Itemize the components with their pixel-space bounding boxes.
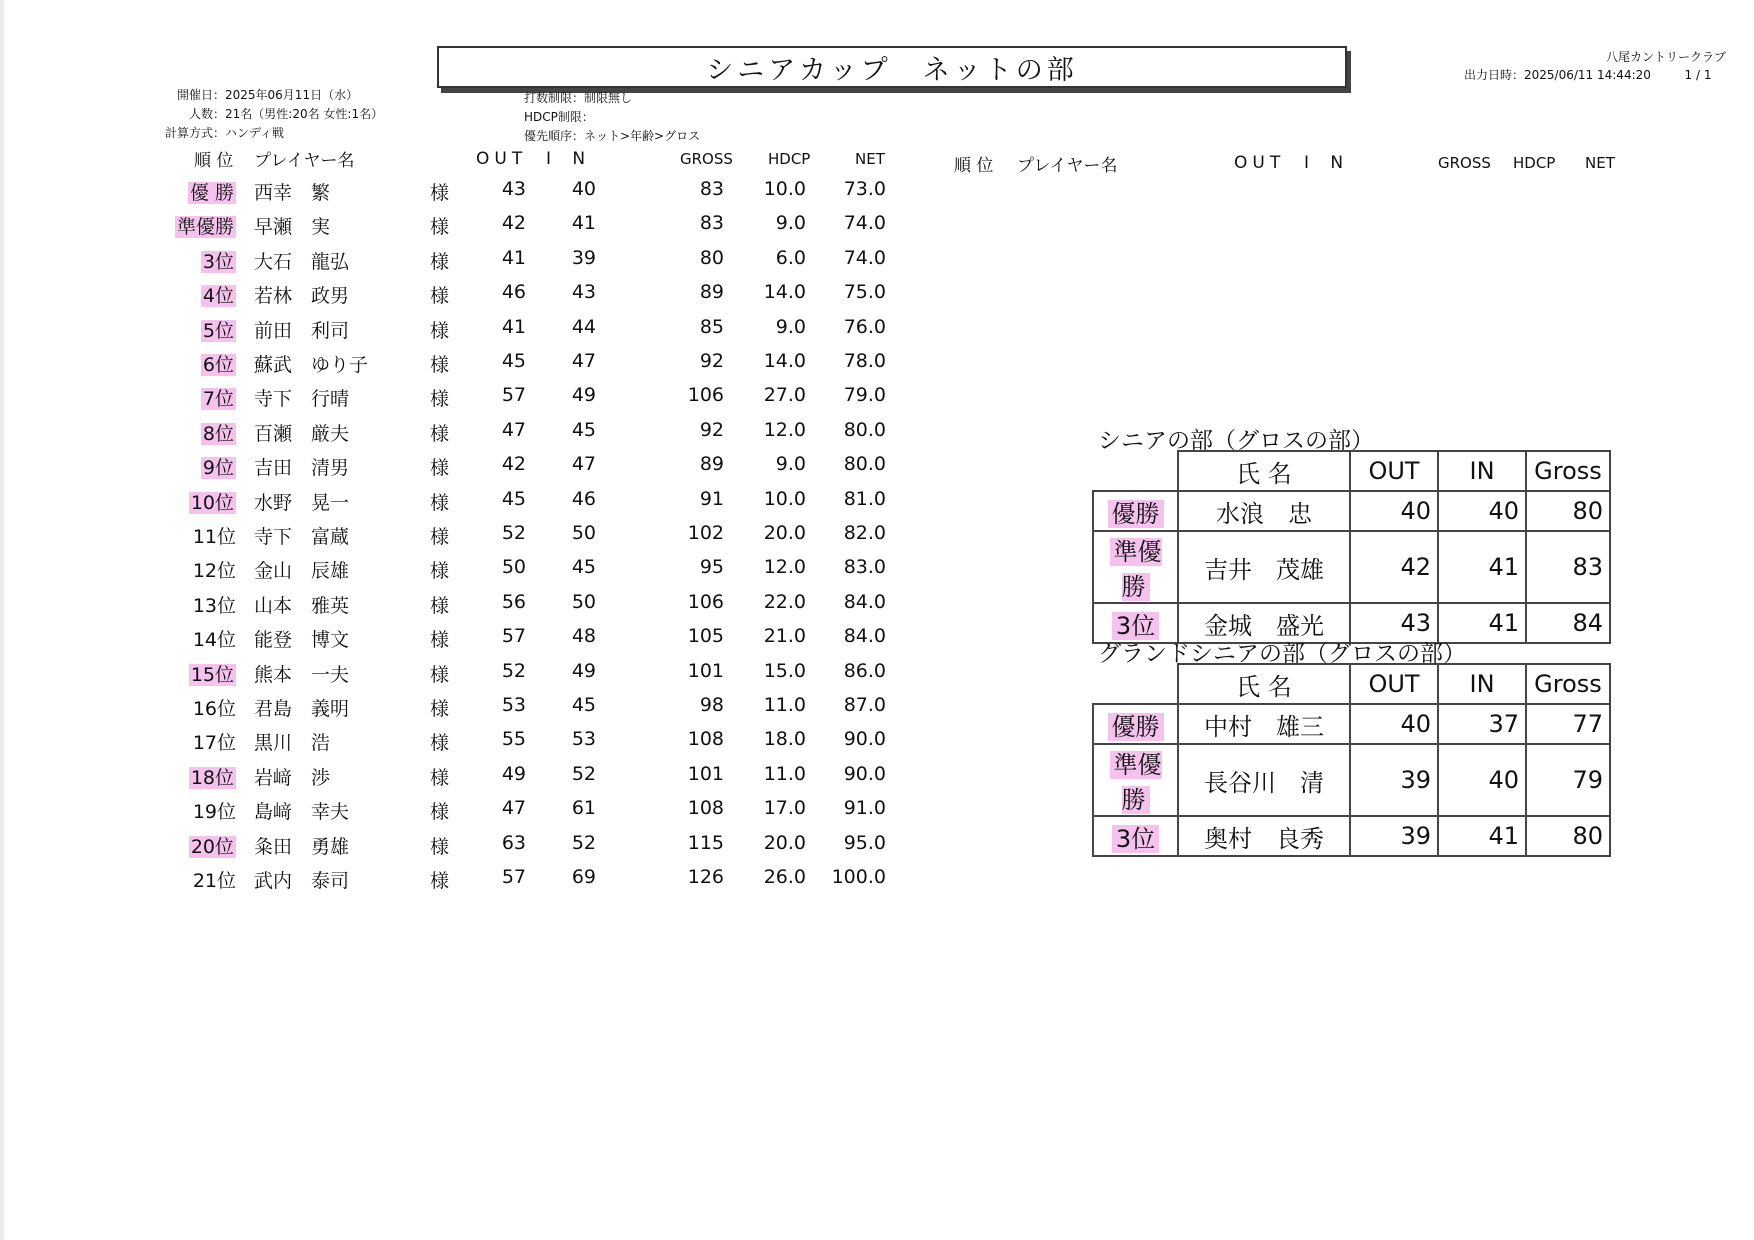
player-name: 黒川 浩 — [254, 732, 331, 755]
senior-header-name: 氏 名 — [1178, 451, 1350, 491]
net-score: 84.0 — [843, 625, 886, 648]
header-player-right: プレイヤー名 — [1017, 156, 1118, 176]
player-name: 前田 利司 — [254, 319, 350, 342]
hdcp-value: 9.0 — [775, 453, 806, 476]
hdcp-value: 9.0 — [775, 212, 806, 235]
out-score: 50 — [501, 556, 526, 579]
senior-out: 40 — [1350, 491, 1438, 531]
hdcp-value: 18.0 — [763, 728, 806, 751]
rank-label: 17位 — [192, 732, 236, 755]
senior-name: 金城 盛光 — [1178, 603, 1350, 643]
header-rank-right: 順 位 — [954, 156, 994, 176]
in-score: 45 — [571, 418, 596, 441]
rank-cell — [140, 247, 236, 274]
honorific: 様 — [430, 491, 450, 514]
rank-cell — [140, 419, 236, 446]
grand-senior-header-row — [1093, 664, 1610, 704]
grand-senior-row — [1093, 744, 1610, 816]
player-name: 能登 博文 — [254, 629, 350, 652]
out-score: 57 — [501, 625, 526, 648]
senior-rank: 優勝 — [1108, 500, 1164, 528]
output-label: 出力日時： — [1464, 68, 1525, 82]
senior-section-title: シニアの部（グロスの部） — [1098, 428, 1374, 454]
in-score: 43 — [571, 281, 596, 304]
player-name: 寺下 行晴 — [254, 388, 350, 411]
header-out-right: OUT — [1234, 153, 1286, 173]
gross-score: 83 — [699, 212, 724, 235]
in-score: 48 — [571, 625, 596, 648]
net-score: 86.0 — [843, 659, 886, 682]
hdcp-value: 26.0 — [763, 866, 806, 888]
player-name: 粂田 勇雄 — [254, 835, 350, 858]
header-in-right: I N — [1304, 153, 1352, 173]
out-score: 53 — [501, 694, 526, 716]
net-score: 80.0 — [843, 418, 886, 441]
out-score: 43 — [501, 178, 526, 200]
honorific: 様 — [430, 457, 450, 480]
priority-order: 優先順序：ネット>年齢>グロス — [524, 129, 701, 143]
gross-score: 89 — [699, 281, 724, 304]
hdcp-value: 20.0 — [763, 831, 806, 854]
out-score: 55 — [501, 728, 526, 751]
senior-rank: 3位 — [1112, 612, 1159, 640]
senior-header-out: OUT — [1350, 451, 1438, 491]
player-name: 山本 雅英 — [254, 594, 350, 617]
gross-score: 92 — [699, 418, 724, 441]
rank-label: 4位 — [202, 285, 234, 308]
grand-senior-row — [1093, 704, 1610, 744]
grand-senior-in: 41 — [1438, 816, 1526, 856]
grand-senior-header-out: OUT — [1350, 664, 1438, 704]
rank-cell — [140, 866, 236, 893]
header-hdcp-right: HDCP — [1513, 154, 1556, 172]
honorific: 様 — [430, 182, 450, 204]
in-score: 52 — [571, 762, 596, 785]
rank-label: 19位 — [192, 801, 236, 824]
senior-table — [1092, 450, 1611, 644]
rank-cell — [140, 384, 236, 411]
in-score: 41 — [571, 212, 596, 235]
honorific: 様 — [430, 388, 450, 411]
hdcp-limit: HDCP制限： — [524, 110, 594, 124]
rank-cell — [140, 522, 236, 549]
hdcp-value: 11.0 — [763, 694, 806, 716]
honorific: 様 — [430, 250, 450, 273]
honorific: 様 — [430, 732, 450, 755]
senior-gross: 84 — [1526, 603, 1610, 643]
honorific: 様 — [430, 560, 450, 583]
meta-count-value: 21名（男性:20名 女性:1名） — [225, 107, 384, 121]
player-name: 武内 泰司 — [254, 870, 350, 892]
honorific: 様 — [430, 422, 450, 445]
gross-score: 85 — [699, 315, 724, 338]
rank-label: 8位 — [202, 422, 234, 445]
out-score: 42 — [501, 212, 526, 235]
rank-label: 12位 — [192, 560, 236, 583]
net-score: 74.0 — [843, 246, 886, 269]
gross-score: 92 — [699, 350, 724, 372]
out-score: 52 — [501, 659, 526, 682]
net-score: 90.0 — [843, 728, 886, 751]
gross-score: 108 — [687, 728, 724, 751]
rank-cell — [140, 178, 236, 205]
grand-senior-row — [1093, 816, 1610, 856]
in-score: 50 — [571, 522, 596, 544]
page-title: シニアカップ ネットの部 — [706, 54, 1078, 86]
gross-score: 102 — [687, 522, 724, 544]
hdcp-value: 6.0 — [775, 246, 806, 269]
rank-label: 6位 — [202, 354, 234, 376]
rank-cell — [140, 316, 236, 343]
grand-senior-header-in: IN — [1438, 664, 1526, 704]
header-hdcp: HDCP — [768, 150, 811, 168]
meta-method-value: ハンディ戦 — [225, 126, 285, 140]
out-score: 42 — [501, 453, 526, 476]
senior-gross: 83 — [1526, 531, 1610, 603]
stroke-limit: 打数制限：制限無し — [524, 91, 633, 105]
player-name: 西幸 繁 — [254, 182, 331, 204]
hdcp-value: 10.0 — [763, 487, 806, 510]
rank-label: 13位 — [192, 594, 236, 617]
grand-senior-gross: 80 — [1526, 816, 1610, 856]
rank-cell — [140, 591, 236, 618]
honorific: 様 — [430, 766, 450, 789]
senior-header-in: IN — [1438, 451, 1526, 491]
honorific: 様 — [430, 835, 450, 858]
honorific: 様 — [430, 663, 450, 686]
header-player: プレイヤー名 — [254, 151, 355, 171]
player-name: 金山 辰雄 — [254, 560, 350, 583]
senior-gross: 80 — [1526, 491, 1610, 531]
hdcp-value: 22.0 — [763, 590, 806, 613]
rank-label: 11位 — [192, 526, 236, 548]
gross-score: 95 — [699, 556, 724, 579]
out-score: 45 — [501, 350, 526, 372]
honorific: 様 — [430, 216, 450, 239]
in-score: 45 — [571, 556, 596, 579]
rank-cell — [140, 350, 236, 377]
senior-in: 41 — [1438, 531, 1526, 603]
honorific: 様 — [430, 354, 450, 376]
header-gross: GROSS — [680, 150, 733, 168]
out-score: 45 — [501, 487, 526, 510]
in-score: 39 — [571, 246, 596, 269]
in-score: 44 — [571, 315, 596, 338]
net-score: 78.0 — [843, 350, 886, 372]
hdcp-value: 11.0 — [763, 762, 806, 785]
rank-label: 21位 — [192, 870, 236, 892]
player-name: 吉田 清男 — [254, 457, 350, 480]
gross-score: 126 — [687, 866, 724, 888]
out-score: 57 — [501, 866, 526, 888]
in-score: 46 — [571, 487, 596, 510]
meta-count-label: 人数： — [188, 107, 225, 121]
rank-cell — [140, 832, 236, 859]
player-name: 水野 晃一 — [254, 491, 350, 514]
output-info — [1464, 66, 1712, 83]
output-datetime: 2025/06/11 14:44:20 — [1524, 68, 1651, 82]
senior-in: 41 — [1438, 603, 1526, 643]
honorific: 様 — [430, 594, 450, 617]
senior-in: 40 — [1438, 491, 1526, 531]
page-title-box — [437, 46, 1347, 88]
rank-cell — [140, 763, 236, 790]
header-out: OUT — [476, 149, 528, 169]
grand-senior-out: 39 — [1350, 816, 1438, 856]
gross-score: 106 — [687, 590, 724, 613]
net-score: 100.0 — [831, 866, 886, 888]
in-score: 49 — [571, 384, 596, 407]
rank-label: 優 勝 — [189, 182, 234, 204]
player-name: 百瀬 厳夫 — [254, 422, 350, 445]
rank-label: 20位 — [190, 835, 234, 858]
net-score: 91.0 — [843, 797, 886, 820]
net-score: 90.0 — [843, 762, 886, 785]
senior-name: 吉井 茂雄 — [1178, 531, 1350, 603]
net-score: 74.0 — [843, 212, 886, 235]
hdcp-value: 21.0 — [763, 625, 806, 648]
hdcp-value: 17.0 — [763, 797, 806, 820]
rank-label: 14位 — [192, 629, 236, 652]
rank-cell — [140, 728, 236, 755]
meta-date-label: 開催日： — [176, 88, 225, 102]
grand-senior-name: 中村 雄三 — [1178, 704, 1350, 744]
page-number: 1 / 1 — [1684, 68, 1712, 82]
net-score: 83.0 — [843, 556, 886, 579]
out-score: 63 — [501, 831, 526, 854]
in-score: 50 — [571, 590, 596, 613]
honorific: 様 — [430, 319, 450, 342]
rank-cell — [140, 660, 236, 687]
header-gross-right: GROSS — [1438, 154, 1491, 172]
rank-label: 9位 — [202, 457, 234, 480]
in-score: 47 — [571, 453, 596, 476]
player-name: 島﨑 幸夫 — [254, 801, 350, 824]
net-score: 79.0 — [843, 384, 886, 407]
gross-score: 106 — [687, 384, 724, 407]
grand-senior-section-title: グランドシニアの部（グロスの部） — [1098, 641, 1466, 667]
net-score: 95.0 — [843, 831, 886, 854]
in-score: 49 — [571, 659, 596, 682]
hdcp-value: 20.0 — [763, 522, 806, 544]
in-score: 61 — [571, 797, 596, 820]
out-score: 47 — [501, 418, 526, 441]
meta-count — [137, 105, 383, 122]
rank-cell — [140, 488, 236, 515]
net-score: 87.0 — [843, 694, 886, 716]
rank-label: 10位 — [190, 491, 234, 514]
hdcp-value: 12.0 — [763, 418, 806, 441]
meta-method-label: 計算方式： — [164, 126, 225, 140]
gross-score: 91 — [699, 487, 724, 510]
in-score: 40 — [571, 178, 596, 200]
in-score: 53 — [571, 728, 596, 751]
senior-header-gross: Gross — [1526, 451, 1610, 491]
gross-score: 89 — [699, 453, 724, 476]
grand-senior-header-name: 氏 名 — [1178, 664, 1350, 704]
gross-score: 101 — [687, 659, 724, 682]
in-score: 45 — [571, 694, 596, 716]
grand-senior-out: 39 — [1350, 744, 1438, 816]
honorific: 様 — [430, 629, 450, 652]
honorific: 様 — [430, 285, 450, 308]
gross-score: 98 — [699, 694, 724, 716]
gross-score: 105 — [687, 625, 724, 648]
player-name: 若林 政男 — [254, 285, 350, 308]
rank-cell — [140, 212, 236, 239]
header-net-right: NET — [1585, 154, 1615, 172]
net-score: 73.0 — [843, 178, 886, 200]
rank-cell — [140, 797, 236, 824]
hdcp-value: 14.0 — [763, 350, 806, 372]
grand-senior-in: 37 — [1438, 704, 1526, 744]
grand-senior-rank: 準優勝 — [1110, 751, 1162, 814]
gross-score: 115 — [687, 831, 724, 854]
out-score: 46 — [501, 281, 526, 304]
rank-label: 5位 — [202, 319, 234, 342]
rank-label: 15位 — [190, 663, 234, 686]
net-score: 75.0 — [843, 281, 886, 304]
grand-senior-name: 奥村 良秀 — [1178, 816, 1350, 856]
rank-cell — [140, 281, 236, 308]
in-score: 52 — [571, 831, 596, 854]
header-net: NET — [855, 150, 885, 168]
grand-senior-rank: 3位 — [1112, 825, 1159, 853]
gross-score: 108 — [687, 797, 724, 820]
grand-senior-gross: 79 — [1526, 744, 1610, 816]
rank-label: 準優勝 — [176, 216, 234, 239]
senior-out: 43 — [1350, 603, 1438, 643]
grand-senior-name: 長谷川 清 — [1178, 744, 1350, 816]
net-score: 76.0 — [843, 315, 886, 338]
net-score: 81.0 — [843, 487, 886, 510]
honorific: 様 — [430, 698, 450, 720]
player-name: 岩﨑 渉 — [254, 766, 331, 789]
gross-score: 80 — [699, 246, 724, 269]
hdcp-value: 9.0 — [775, 315, 806, 338]
grand-senior-table — [1092, 663, 1611, 857]
honorific: 様 — [430, 870, 450, 892]
rank-label: 3位 — [202, 250, 234, 273]
player-name: 大石 龍弘 — [254, 250, 350, 273]
header-rank: 順 位 — [194, 151, 234, 171]
player-name: 早瀬 実 — [254, 216, 331, 239]
meta-date — [137, 86, 358, 103]
senior-rank: 準優勝 — [1110, 538, 1162, 601]
in-score: 69 — [571, 866, 596, 888]
hdcp-value: 14.0 — [763, 281, 806, 304]
out-score: 52 — [501, 522, 526, 544]
meta-date-value: 2025年06月11日（水） — [225, 88, 359, 102]
scan-edge — [0, 0, 4, 1240]
rank-cell — [140, 556, 236, 583]
rank-label: 16位 — [192, 698, 236, 720]
out-score: 47 — [501, 797, 526, 820]
net-score: 82.0 — [843, 522, 886, 544]
rank-cell — [140, 453, 236, 480]
out-score: 41 — [501, 246, 526, 269]
header-in: I N — [546, 149, 594, 169]
grand-senior-in: 40 — [1438, 744, 1526, 816]
player-name: 君島 義明 — [254, 698, 350, 720]
gross-score: 83 — [699, 178, 724, 200]
senior-name: 水浪 忠 — [1178, 491, 1350, 531]
in-score: 47 — [571, 350, 596, 372]
player-name: 蘇武 ゆり子 — [254, 354, 369, 376]
senior-header-row — [1093, 451, 1610, 491]
club-name: 八尾カントリークラブ — [1606, 50, 1727, 64]
senior-row — [1093, 491, 1610, 531]
rank-label: 18位 — [190, 766, 234, 789]
grand-senior-out: 40 — [1350, 704, 1438, 744]
out-score: 56 — [501, 590, 526, 613]
grand-senior-rank: 優勝 — [1108, 713, 1164, 741]
hdcp-value: 10.0 — [763, 178, 806, 200]
out-score: 41 — [501, 315, 526, 338]
rank-label: 7位 — [202, 388, 234, 411]
net-score: 80.0 — [843, 453, 886, 476]
hdcp-value: 27.0 — [763, 384, 806, 407]
meta-method — [137, 124, 284, 141]
hdcp-value: 15.0 — [763, 659, 806, 682]
grand-senior-gross: 77 — [1526, 704, 1610, 744]
rank-cell — [140, 625, 236, 652]
senior-row — [1093, 531, 1610, 603]
gross-score: 101 — [687, 762, 724, 785]
senior-out: 42 — [1350, 531, 1438, 603]
out-score: 49 — [501, 762, 526, 785]
player-name: 熊本 一夫 — [254, 663, 350, 686]
grand-senior-header-gross: Gross — [1526, 664, 1610, 704]
net-score: 84.0 — [843, 590, 886, 613]
honorific: 様 — [430, 801, 450, 824]
honorific: 様 — [430, 526, 450, 548]
out-score: 57 — [501, 384, 526, 407]
player-name: 寺下 富蔵 — [254, 526, 350, 548]
hdcp-value: 12.0 — [763, 556, 806, 579]
rank-cell — [140, 694, 236, 721]
